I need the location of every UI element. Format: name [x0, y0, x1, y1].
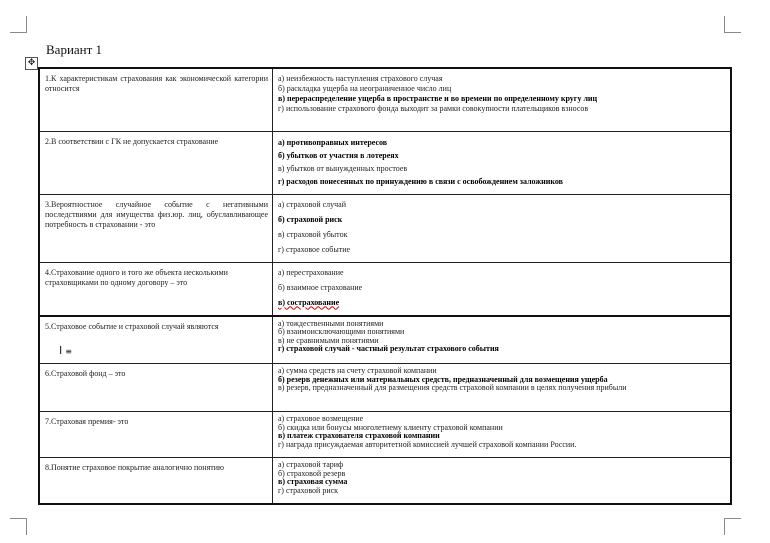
move-cross-icon[interactable]: ✥ [25, 57, 38, 70]
table-row [39, 364, 731, 412]
table-row [39, 412, 731, 458]
answers-cell[interactable] [273, 316, 732, 364]
answer-option: а) сумма средств на счету страховой компании [278, 366, 437, 375]
table-row [39, 68, 731, 131]
answer-option-correct: а) противоправных интересов [278, 137, 388, 147]
answer-option: а) страховой случай [278, 199, 347, 209]
question-cell[interactable]: 7.Страховая премия- это [39, 412, 273, 458]
answers-cell[interactable] [273, 412, 732, 458]
answer-option-correct: б) убытков от участия в лотереях [278, 150, 399, 160]
question-cell[interactable]: 2.В соответствии с ГК не допускается страхование [39, 131, 273, 194]
question-text: 5.Страховое событие и страховой случай являются [45, 321, 219, 331]
answer-option: а) тождественными понятиями [278, 318, 384, 328]
answer-option-correct: г) расходов понесенных по принуждению в связи с освобождением заложников [278, 176, 564, 186]
crop-mark-bottom-left [10, 518, 27, 519]
answer-option-correct: б) страховой риск [278, 214, 343, 224]
page-title: Вариант 1 [46, 42, 103, 57]
crop-mark-bottom-right [724, 518, 725, 535]
answers-cell[interactable] [273, 458, 732, 504]
answer-option: а) неизбежность наступления страхового случая [278, 74, 443, 83]
spellcheck-underline: в) сострахование [278, 297, 340, 307]
answer-option: а) перестрахование [278, 267, 344, 277]
answers-cell[interactable] [273, 364, 732, 412]
answer-option: б) скидка или бонусы многолетнему клиенту страховой компании [278, 422, 503, 432]
answer-option-correct: в) перераспределение ущерба в пространстве и во времени по определенному кругу лиц [278, 94, 598, 103]
question-cell[interactable]: 8.Понятие страховое покрытие аналогично понятию [39, 458, 273, 504]
answer-option-correct: в) страховая сумма [278, 477, 348, 486]
answer-option: в) резерв, предназначенный для размещения средств страховой компании в целях получения прибыли [278, 383, 627, 392]
question-cell[interactable]: 6.Страховой фонд – это [39, 364, 273, 412]
answer-option: а) страховой тариф [278, 460, 344, 469]
table-row [39, 316, 731, 364]
answer-option: г) награда присуждаемая авторитетной комиссией лучшей страховой компании России. [278, 439, 577, 449]
table-row [39, 131, 731, 194]
paragraph-mark-icon: ≡ [65, 346, 72, 356]
answer-option: а) страховое возмещение [278, 414, 364, 423]
answer-option: в) страховой убыток [278, 229, 348, 239]
answer-option: в) не сравнимыми понятиями [278, 335, 379, 345]
answer-option: в) убытков от вынужденных простоев [278, 163, 408, 173]
questions-table [38, 67, 732, 505]
question-cell[interactable]: 1.К характеристикам страхования как экономической категории относится [39, 68, 273, 131]
table-row [39, 262, 731, 316]
answer-option-correct [278, 298, 726, 308]
answer-option: г) страховое событие [278, 244, 351, 254]
crop-mark-bottom-right [724, 518, 741, 519]
answer-option: б) взаимоисключающими понятиями [278, 327, 405, 336]
question-cell[interactable] [39, 316, 273, 364]
crop-mark-top-left [10, 32, 27, 33]
crop-mark-top-right [724, 32, 741, 33]
question-cell[interactable]: 4.Страхование одного и того же объекта несколькими страховщиками по одному договору – это [39, 262, 273, 316]
answer-option: г) использование страхового фонда выходит за рамки совокупности плательщиков взносов [278, 104, 589, 113]
answer-option-correct: г) страховой случай - частный результат страхового события [278, 344, 499, 353]
answers-cell[interactable] [273, 194, 732, 262]
answer-option: б) раскладка ущерба на неограниченное число лиц [278, 84, 452, 93]
table-row [39, 194, 731, 262]
answer-option: б) страховой резерв [278, 468, 346, 478]
text-cursor-icon: I [59, 343, 63, 357]
answers-cell[interactable] [273, 262, 732, 316]
question-cell[interactable]: 3.Вероятностное случайное событие с негативными последствиями для имущества физ.юр. лиц, обуславливающее потребность в страховании - это [39, 194, 273, 262]
answer-option: б) взаимное страхование [278, 282, 363, 292]
answer-option-correct: б) резерв денежных или материальных средств, предназначенный для возмещения ущерба [278, 374, 608, 384]
answers-cell[interactable] [273, 131, 732, 194]
crop-mark-bottom-left [26, 518, 27, 535]
crop-mark-top-left [26, 16, 27, 33]
answers-cell[interactable] [273, 68, 732, 131]
answer-option: г) страховой риск [278, 485, 339, 495]
crop-mark-top-right [724, 16, 725, 33]
answer-option-correct: в) платеж страхователя страховой компании [278, 431, 440, 440]
table-row [39, 458, 731, 504]
